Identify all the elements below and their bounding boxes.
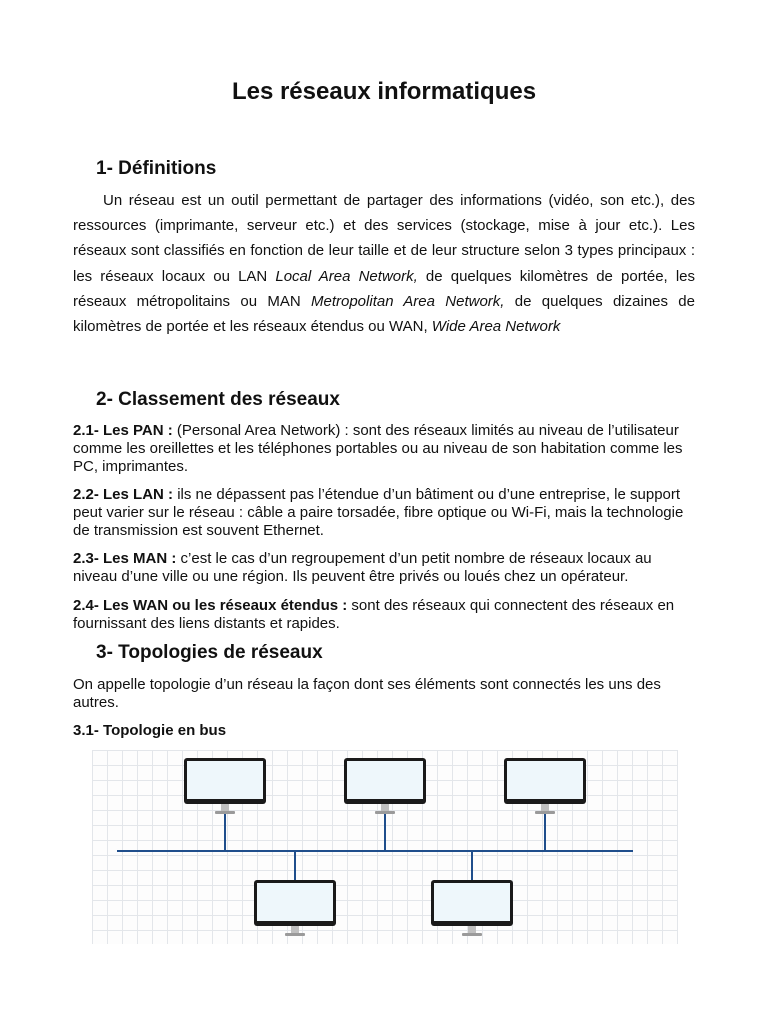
pan-text: (Personal Area Network) : sont des réseaux limités au niveau de l’utilisateur comme les oreillettes et les téléphones portables ou au niveau de son habitation comme les PC, imprimantes. [73, 422, 683, 475]
definitions-text-mid1: de quelques kilomètres de portée, les réseaux métropolitains ou MAN [73, 267, 695, 310]
wan-term: Wide Area Network [431, 318, 561, 336]
topology-intro: On appelle topologie d’un réseau la façon dont ses éléments sont connectés les uns des autres. [73, 676, 661, 711]
wan-label: 2.4- Les WAN ou les réseaux étendus : [73, 597, 348, 614]
man-text: c’est le cas d’un regroupement d’un petit nombre de réseaux locaux au niveau d’une ville ou une région. Ils peuvent être privés ou loués chez un opérateur. [73, 550, 652, 585]
definitions-text-mid2: de quelques dizaines de kilomètres de portée et les réseaux étendus ou WAN, [73, 292, 695, 336]
lan-text: ils ne dépassent pas l’étendue d’un bâtiment ou d’une entreprise, le support peut varier sur le réseau : câble a paire torsadée, fibre optique ou Wi-Fi, mais la technologie de transmission est souvent Ethernet. [73, 486, 684, 539]
bus-topology-subheading: 3.1- Topologie en bus [73, 722, 227, 739]
man-label: 2.3- Les MAN : [73, 550, 177, 567]
section-3-heading: 3- Topologies de réseaux [96, 642, 323, 663]
computer-monitor-icon [184, 758, 266, 814]
computer-monitor-icon [344, 758, 426, 814]
section-2-heading: 2- Classement des réseaux [96, 389, 340, 410]
lan-paragraph [73, 486, 698, 540]
bus-topology-svg [92, 750, 678, 944]
lan-label: 2.2- Les LAN : [73, 486, 174, 503]
pan-paragraph [73, 422, 698, 476]
computer-monitor-icon [504, 758, 586, 814]
lan-term: Local Area Network, [275, 267, 418, 285]
bus-topology-diagram [92, 750, 678, 944]
section-1-heading: 1- Définitions [96, 158, 217, 179]
document-title: Les réseaux informatiques [231, 78, 537, 105]
computer-monitor-icon [254, 880, 336, 936]
definitions-text-start: Un réseau est un outil permettant de partager des informations (vidéo, son etc.), des ressources (imprimante, serveur etc.) et des services (stockage, mise à jour etc.). Les réseaux sont classifiés en fonction de leur taille et de leur structure selon 3 types principaux : les réseaux locaux ou LAN [73, 192, 695, 285]
computer-monitor-icon [431, 880, 513, 936]
man-paragraph [73, 550, 698, 586]
pan-label: 2.1- Les PAN : [73, 422, 173, 439]
wan-text: sont des réseaux qui connectent des réseaux en fournissant des liens distants et rapides. [73, 597, 675, 632]
man-term: Metropolitan Area Network, [311, 292, 505, 310]
wan-paragraph [73, 597, 698, 633]
definitions-paragraph [73, 188, 695, 339]
